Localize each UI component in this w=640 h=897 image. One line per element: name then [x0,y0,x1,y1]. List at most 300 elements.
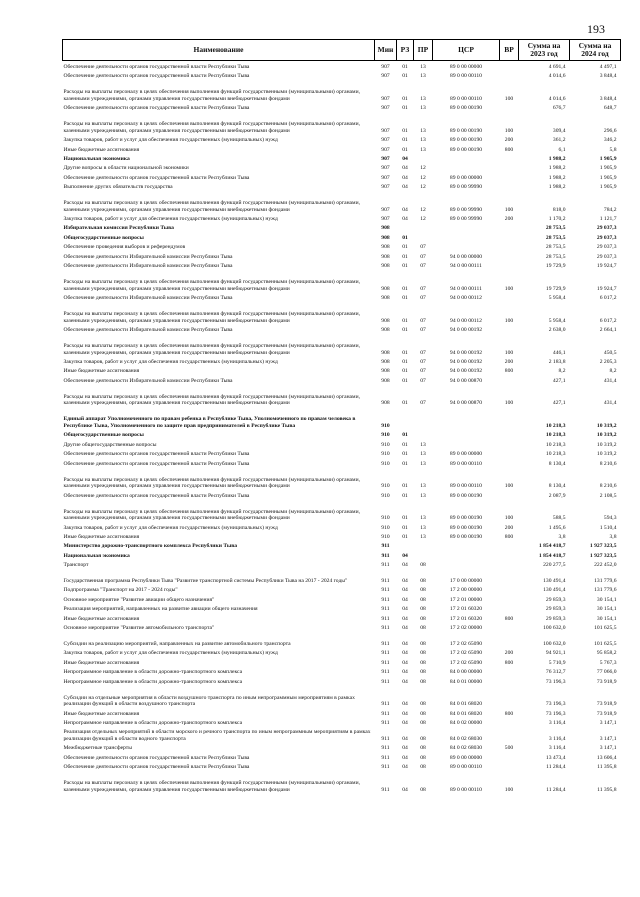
cell-pr: 13 [420,127,426,134]
cell-name: Субсидии на реализацию мероприятий, направленных на развитие автомобильного транспорта [63,641,291,648]
cell-pr: 12 [420,165,426,172]
table-row [63,708,621,717]
table-row [63,181,621,190]
cell-pr: 07 [420,263,426,270]
cell-sum-2023: 100 632,0 [543,641,566,648]
cell-vr: 500 [504,745,514,752]
cell-csr [433,223,500,232]
cell-csr: 94 0 00 00111 [450,285,482,292]
cell-rz: 04 [402,216,408,223]
cell-csr: 89 0 00 00110 [450,460,482,467]
table-body [63,61,621,794]
cell-name: Общегосударственные вопросы [63,234,144,241]
cell-min: 907 [381,165,390,172]
header-min: Мин [375,40,397,61]
cell-vr [500,292,519,301]
cell-csr: 84 0 01 00000 [449,678,483,685]
cell-sum-2023: 10 218,3 [545,432,566,439]
cell-sum-2024: 73 918,9 [596,678,617,685]
cell-rz: 01 [402,263,408,270]
cell-sum-2023: 19 729,9 [545,285,566,292]
cell-vr [500,603,519,612]
cell-sum-2024: 784,2 [603,206,617,213]
table-row [63,648,621,657]
cell-vr [500,490,519,499]
cell-vr [500,752,519,761]
cell-sum-2023: 1 988,2 [548,155,566,162]
cell-name: Государственная программа Республики Тыва "Развитие транспортной системы Республики Тыва на 2017 - 2024 годы" [63,578,348,585]
cell-csr: 89 0 00 00000 [449,451,483,458]
cell-min: 907 [381,73,390,80]
cell-min: 908 [381,295,390,302]
cell-vr: 200 [504,216,514,223]
table-row [63,490,621,499]
cell-name: Общегосударственные вопросы [63,432,144,439]
cell-min: 911 [381,543,390,550]
cell-sum-2024: 431,4 [603,400,617,407]
table-row [63,657,621,666]
cell-name: Обеспечение деятельности Избирательной комиссии Республики Тыва [63,377,233,384]
table-row [63,752,621,761]
cell-rz: 01 [402,359,408,365]
cell-sum-2023: 220 277,5 [543,562,566,569]
cell-sum-2023: 1 988,2 [548,174,566,181]
cell-name: Основное мероприятие "Развитие авиации общего назначения" [63,596,215,603]
cell-pr: 13 [420,137,426,144]
table-row [63,717,621,726]
cell-rz: 04 [402,659,408,666]
cell-sum-2024: 131 779,6 [594,578,617,585]
cell-csr: 94 0 00 00192 [449,359,483,365]
cell-rz: 01 [402,234,408,241]
cell-sum-2023: 1 854 418,7 [538,552,566,559]
cell-sum-2024: 1 510,4 [599,524,617,531]
cell-pr: 08 [420,764,426,771]
cell-rz: 04 [402,155,408,162]
cell-name: Основное мероприятие "Развитие автомобильного транспорта" [63,625,215,632]
cell-rz: 01 [402,253,408,260]
cell-name: Непрограммное направление в области дорожно-транспортного комплекса [63,719,243,726]
cell-sum-2023: 427,1 [552,400,566,407]
cell-sum-2024: 10 319,2 [596,451,617,458]
cell-name: Единый аппарат Уполномоченного по правам ребенка в Республике Тыва, Уполномоченного по правам человека в Республике Тыва, Уполномоченного по защите прав предпринимателей в Республике Тыва [63,416,356,429]
cell-name: Закупка товаров, работ и услуг для обеспечения государственных (муниципальных) нужд [63,216,278,223]
cell-sum-2023: 10 218,3 [545,451,566,458]
cell-pr: 12 [420,184,426,191]
cell-sum-2023: 28 753,5 [545,234,566,241]
cell-name: Выполнение других обязательств государства [63,184,173,191]
header-csr: ЦСР [433,40,500,61]
cell-name: Транспорт [63,562,89,569]
cell-sum-2024: 101 625,5 [594,625,617,632]
cell-min: 911 [381,552,390,559]
cell-sum-2023: 29 859,3 [545,606,566,613]
cell-sum-2023: 29 859,3 [545,596,566,603]
cell-min: 911 [381,625,390,632]
table-row [63,375,621,384]
cell-min: 911 [381,764,390,771]
cell-vr: 200 [504,524,514,531]
cell-name: Расходы на выплаты персоналу в целях обеспечения выполнения функций государственными (муниципальными) органами, казенными учреждениями, органами управления государственными внебюджетными фондами [63,121,360,134]
cell-min: 910 [381,451,390,458]
cell-sum-2023: 11 284,4 [546,764,566,771]
cell-csr: 89 0 00 00190 [449,492,483,499]
cell-name: Обеспечение деятельности органов государственной власти Республики Тыва [63,492,250,499]
cell-rz: 04 [402,669,408,676]
cell-sum-2023: 676,7 [552,105,566,112]
cell-vr [500,260,519,269]
cell-pr [414,223,433,232]
cell-min: 910 [381,483,390,490]
cell-sum-2023: 10 218,3 [545,422,566,429]
cell-name: Иные бюджетные ассигнования [63,615,140,622]
cell-vr: 100 [504,127,514,134]
table-row [63,102,621,111]
cell-csr: 17 2 00 00000 [449,587,483,594]
cell-csr: 89 0 00 00110 [450,95,482,102]
page-number: 193 [587,22,605,36]
cell-name: Обеспечение деятельности органов государственной власти Республики Тыва [63,63,250,70]
cell-name: Подпрограмма "Транспорт на 2017 - 2024 годы" [63,587,178,594]
cell-rz: 01 [402,327,408,334]
cell-sum-2023: 2 087,9 [548,492,566,499]
cell-name: Реализация мероприятий, направленных на развитие авиации общего назначения [63,606,258,613]
table-row [63,70,621,79]
cell-min: 911 [381,735,390,742]
cell-name: Реализация отдельных мероприятий в области морского и речного транспорта по иным непрограммным мероприятиям в рамках реализации функций в области водного транспорта [63,729,371,742]
cell-rz: 04 [402,184,408,191]
cell-pr: 08 [420,625,426,632]
cell-sum-2023: 28 753,5 [545,244,566,251]
cell-vr [500,632,519,648]
cell-vr [500,685,519,708]
cell-min: 910 [381,422,390,429]
table-row [63,213,621,222]
table-row [63,144,621,153]
cell-rz: 04 [402,596,408,603]
cell-pr: 13 [420,492,426,499]
cell-csr: 94 0 00 00870 [449,400,483,407]
cell-rz [397,223,414,232]
table-row [63,61,621,71]
cell-csr: 84 0 00 00000 [449,669,483,676]
cell-sum-2024: 77 066,0 [596,669,617,676]
cell-sum-2024: 296,6 [603,127,617,134]
cell-sum-2024: 19 924,7 [596,285,617,292]
cell-min: 908 [381,377,390,384]
cell-sum-2023: 3,8 [558,533,566,540]
cell-min: 910 [381,460,390,467]
cell-rz: 04 [402,562,408,569]
cell-sum-2024: 30 154,1 [596,606,617,613]
cell-csr: 89 0 00 00190 [449,515,483,522]
cell-csr [433,163,500,172]
cell-pr: 08 [420,669,426,676]
cell-sum-2024: 3,8 [609,533,617,540]
cell-rz: 04 [402,552,408,559]
cell-pr [414,153,433,162]
cell-min: 908 [381,359,390,365]
table-row [63,334,621,357]
cell-vr [500,324,519,333]
cell-sum-2023: 3 116,4 [548,745,566,752]
cell-name: Иные бюджетные ассигнования [63,710,140,717]
cell-sum-2023: 28 753,5 [545,253,566,260]
cell-min: 910 [381,432,390,439]
cell-min: 907 [381,137,390,144]
cell-sum-2024: 431,4 [603,377,617,384]
cell-csr: 89 0 00 00110 [450,483,482,490]
cell-vr [500,622,519,631]
cell-rz: 01 [402,137,408,144]
cell-csr: 17 2 02 65090 [449,650,483,657]
cell-sum-2024: 30 154,1 [596,596,617,603]
cell-sum-2024: 4 497,1 [599,63,617,70]
cell-name: Министерство дорожно-транспортного комплекса Республики Тыва [63,543,238,550]
cell-rz: 01 [402,349,408,356]
cell-rz: 01 [402,317,408,324]
cell-sum-2023: 1 170,2 [548,216,566,223]
table-row [63,260,621,269]
cell-vr: 100 [504,483,514,490]
cell-name: Субсидии на отдельные мероприятия в области воздушного транспорта по иным непрограммным мероприятиям в рамках реализации функций в области воздушного транспорта [63,694,355,708]
cell-vr [500,251,519,260]
cell-min: 907 [381,63,390,70]
cell-csr: 94 0 00 00112 [450,295,482,302]
cell-sum-2023: 818,0 [552,206,566,213]
cell-min: 910 [381,515,390,522]
cell-csr: 89 0 00 99990 [449,206,483,213]
cell-csr: 94 0 00 00192 [449,368,483,375]
cell-pr: 08 [420,641,426,648]
cell-min: 911 [381,578,390,585]
cell-sum-2023: 8 130,4 [548,460,566,467]
cell-rz: 01 [402,146,408,153]
cell-sum-2024: 8 210,6 [599,460,617,467]
cell-csr: 89 0 00 00110 [450,786,482,793]
cell-csr: 17 2 01 60320 [449,615,483,622]
cell-sum-2023: 10 218,3 [545,441,566,448]
cell-rz: 04 [402,615,408,622]
cell-vr [500,153,519,162]
cell-sum-2024: 1 121,7 [599,216,617,223]
cell-min: 907 [381,105,390,112]
cell-sum-2024: 1 905,9 [599,165,617,172]
cell-vr [500,594,519,603]
cell-csr [433,540,500,549]
cell-csr: 17 2 02 65090 [449,659,483,666]
cell-sum-2024: 19 924,7 [596,263,617,270]
cell-min: 911 [381,786,390,793]
cell-rz: 01 [402,451,408,458]
cell-csr [433,153,500,162]
cell-sum-2023: 1 988,2 [548,184,566,191]
cell-csr: 84 0 02 68030 [449,735,483,742]
cell-name: Обеспечение деятельности Избирательной комиссии Республики Тыва [63,295,233,302]
cell-pr: 13 [420,95,426,102]
cell-rz: 01 [402,285,408,292]
cell-rz: 01 [402,432,408,439]
cell-rz: 01 [402,515,408,522]
cell-rz: 04 [402,641,408,648]
cell-csr: 94 0 00 00111 [450,263,482,270]
table-row [63,685,621,708]
cell-vr [500,540,519,549]
cell-sum-2023: 11 284,4 [546,786,566,793]
cell-sum-2023: 28 753,5 [545,225,566,232]
cell-vr [500,717,519,726]
cell-rz: 04 [402,735,408,742]
cell-sum-2023: 3 116,4 [548,735,566,742]
cell-sum-2024: 73 918,9 [596,701,617,708]
cell-vr: 100 [504,515,514,522]
cell-sum-2024: 2 664,1 [599,327,617,334]
cell-rz: 01 [402,524,408,531]
cell-vr [500,439,519,448]
cell-name: Расходы на выплаты персоналу в целях обеспечения выполнения функций государственными (муниципальными) органами, казенными учреждениями, органами управления государственными внебюджетными фондами [63,279,360,292]
cell-rz: 04 [402,719,408,726]
cell-name: Обеспечение деятельности органов государственной власти Республики Тыва [63,754,250,761]
cell-rz: 01 [402,73,408,80]
cell-pr: 08 [420,678,426,685]
table-row [63,458,621,467]
cell-sum-2024: 30 154,1 [596,615,617,622]
cell-pr: 12 [420,174,426,181]
cell-min: 907 [381,216,390,223]
cell-name: Обеспечение деятельности органов государственной власти Республики Тыва [63,764,250,771]
cell-vr [500,407,519,430]
cell-vr [500,458,519,467]
cell-min: 911 [381,669,390,676]
cell-name: Непрограммное направление в области дорожно-транспортного комплекса [63,669,243,676]
cell-sum-2023: 427,1 [552,377,566,384]
cell-sum-2023: 2 183,8 [548,359,566,365]
cell-vr [500,448,519,457]
cell-name: Обеспечение деятельности органов государственной власти Республики Тыва [63,451,250,458]
table-row [63,112,621,135]
cell-vr [500,727,519,743]
cell-min: 911 [381,587,390,594]
cell-name: Иные бюджетные ассигнования [63,659,140,666]
cell-pr: 08 [420,578,426,585]
cell-vr [500,569,519,585]
cell-min: 908 [381,349,390,356]
cell-rz: 01 [402,492,408,499]
cell-csr [433,241,500,250]
table-row [63,499,621,522]
cell-min: 911 [381,659,390,666]
cell-sum-2023: 73 196,3 [545,710,566,717]
cell-min: 908 [381,234,390,241]
cell-min: 908 [381,368,390,375]
cell-sum-2024: 648,7 [603,105,617,112]
cell-pr: 08 [420,786,426,793]
cell-vr [500,676,519,685]
cell-sum-2024: 10 319,2 [596,441,617,448]
table-row [63,448,621,457]
cell-rz: 01 [402,441,408,448]
table-row [63,356,621,365]
cell-rz: 04 [402,701,408,708]
table-row [63,676,621,685]
cell-csr: 89 0 00 00000 [449,174,483,181]
cell-sum-2024: 6 017,2 [599,317,617,324]
cell-min: 908 [381,285,390,292]
cell-name: Другие вопросы в области национальной экономики [63,165,189,172]
cell-sum-2024: 8 210,6 [599,483,617,490]
cell-rz: 01 [402,244,408,251]
cell-sum-2024: 11 395,8 [597,786,617,793]
cell-rz: 04 [402,174,408,181]
cell-sum-2024: 3 147,1 [599,719,617,726]
table-row [63,585,621,594]
cell-name: Иные бюджетные ассигнования [63,533,140,540]
table-row [63,771,621,794]
cell-sum-2024: 10 319,2 [596,432,617,439]
cell-sum-2024: 3 147,1 [599,745,617,752]
cell-csr: 84 0 01 68020 [449,710,483,717]
cell-sum-2024: 3 147,1 [599,735,617,742]
cell-sum-2023: 100 632,0 [543,625,566,632]
cell-rz: 04 [402,745,408,752]
cell-sum-2023: 94 921,1 [545,650,566,657]
table-row [63,191,621,214]
cell-vr [500,70,519,79]
cell-csr: 17 0 00 00000 [449,578,483,585]
cell-rz: 04 [402,206,408,213]
cell-sum-2023: 5 958,4 [548,317,566,324]
cell-csr: 89 0 00 00190 [449,137,483,144]
cell-sum-2024: 450,5 [603,349,617,356]
cell-csr [433,430,500,439]
cell-rz: 04 [402,578,408,585]
table-row [63,163,621,172]
cell-sum-2024: 3 848,4 [599,73,617,80]
cell-rz: 01 [402,460,408,467]
cell-sum-2023: 8 130,4 [548,483,566,490]
cell-pr: 08 [420,745,426,752]
cell-name: Обеспечение деятельности органов государственной власти Республики Тыва [63,73,250,80]
cell-sum-2023: 1 988,2 [548,165,566,172]
cell-min: 911 [381,562,390,569]
cell-pr: 13 [420,63,426,70]
table-row [63,559,621,568]
cell-rz: 01 [402,127,408,134]
table-row [63,223,621,232]
cell-sum-2024: 1 905,9 [599,174,617,181]
cell-vr: 800 [504,533,514,540]
table-row [63,569,621,585]
cell-vr: 200 [504,359,514,365]
cell-vr: 800 [504,710,514,717]
cell-vr [500,172,519,181]
cell-rz: 01 [402,377,408,384]
cell-name: Расходы на выплаты персоналу в целях обеспечения выполнения функций государственными (муниципальными) органами, казенными учреждениями, органами управления государственными внебюджетными фондами [63,393,360,407]
cell-min: 910 [381,441,390,448]
cell-sum-2023: 309,4 [552,127,566,134]
cell-min: 907 [381,127,390,134]
cell-pr: 08 [420,754,426,761]
table-row [63,613,621,622]
cell-pr: 07 [420,253,426,260]
cell-name: Межбюджетные трансферты [63,745,132,752]
cell-csr [433,550,500,559]
table-row [63,241,621,250]
cell-csr: 89 0 00 00190 [449,146,483,153]
cell-pr: 08 [420,719,426,726]
cell-vr [500,761,519,770]
cell-min: 911 [381,650,390,657]
